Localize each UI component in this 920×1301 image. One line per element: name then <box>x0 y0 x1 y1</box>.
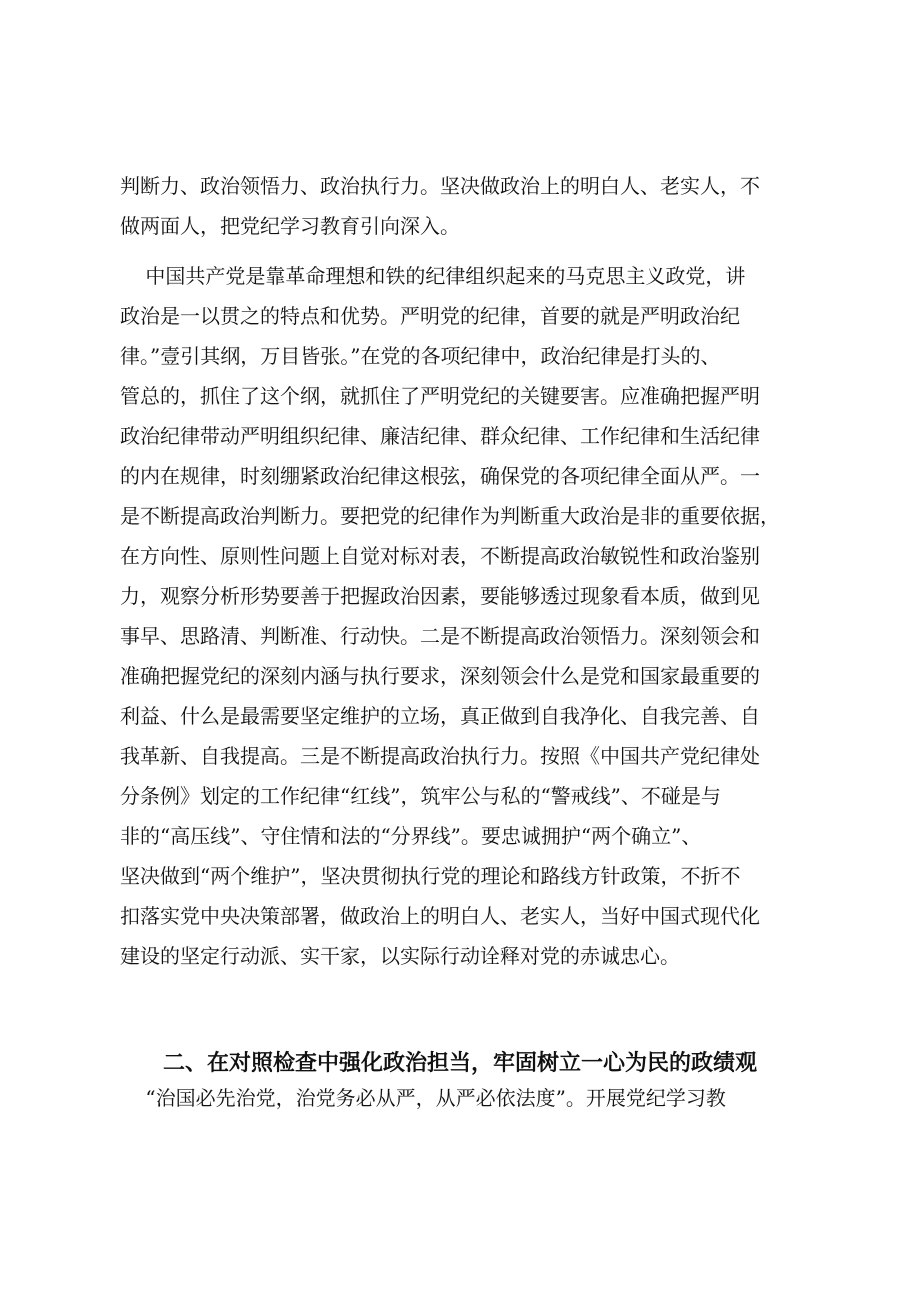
text-line: 利益、什么是最需要坚定维护的立场，真正做到自我净化、自我完善、自 <box>120 704 760 728</box>
text-line: 准确把握党纪的深刻内涵与执行要求，深刻领会什么是党和国家最重要的 <box>120 664 760 688</box>
text-line: 力，观察分析形势要善于把握政治因素，要能够透过现象看本质，做到见 <box>120 584 760 608</box>
text-line: 律。”壹引其纲，万目皆张。”在党的各项纪律中，政治纪律是打头的、 <box>120 344 721 368</box>
text-line: 做两面人，把党纪学习教育引向深入。 <box>120 214 460 238</box>
text-line: 我革新、自我提高。三是不断提高政治执行力。按照《中国共产党纪律处 <box>120 744 760 768</box>
text-line: 事早、思路清、判断准、行动快。二是不断提高政治领悟力。深刻领会和 <box>120 624 760 648</box>
text-line: 中国共产党是靠革命理想和铁的纪律组织起来的马克思主义政党，讲 <box>120 264 746 288</box>
text-line: 判断力、政治领悟力、政治执行力。坚决做政治上的明白人、老实人，不 <box>120 174 760 198</box>
paragraph <box>120 166 820 246</box>
paragraph <box>120 1078 820 1118</box>
text-line: 政治纪律带动严明组织纪律、廉洁纪律、群众纪律、工作纪律和生活纪律 <box>120 424 760 448</box>
text-line: 在方向性、原则性问题上自觉对标对表，不断提高政治敏锐性和政治鉴别 <box>120 544 760 568</box>
text-line: 政治是一以贯之的特点和优势。严明党的纪律，首要的就是严明政治纪 <box>120 304 740 328</box>
paragraph <box>120 256 820 976</box>
text-line: “治国必先治党，治党务必从严，从严必依法度”。开展党纪学习教 <box>120 1086 726 1110</box>
section-heading: 二、在对照检查中强化政治担当，牢固树立一心为民的政绩观 <box>163 1051 758 1076</box>
text-line: 分条例》划定的工作纪律“红线”，筑牢公与私的“警戒线”、不碰是与 <box>120 784 721 808</box>
text-line: 非的“高压线”、守住情和法的“分界线”。要忠诚拥护“两个确立”、 <box>120 824 702 848</box>
text-line: 坚决做到“两个维护”，坚决贯彻执行党的理论和路线方针政策，不折不 <box>120 864 741 888</box>
text-line: 建设的坚定行动派、实干家，以实际行动诠释对党的赤诚忠心。 <box>120 944 680 968</box>
text-line: 管总的，抓住了这个纲，就抓住了严明党纪的关键要害。应准确把握严明 <box>120 384 760 408</box>
text-line: 扣落实党中央决策部署，做政治上的明白人、老实人，当好中国式现代化 <box>120 904 760 928</box>
text-line: 的内在规律，时刻绷紧政治纪律这根弦，确保党的各项纪律全面从严。一 <box>120 464 760 488</box>
text-line: 是不断提高政治判断力。要把党的纪律作为判断重大政治是非的重要依据， <box>120 504 780 528</box>
